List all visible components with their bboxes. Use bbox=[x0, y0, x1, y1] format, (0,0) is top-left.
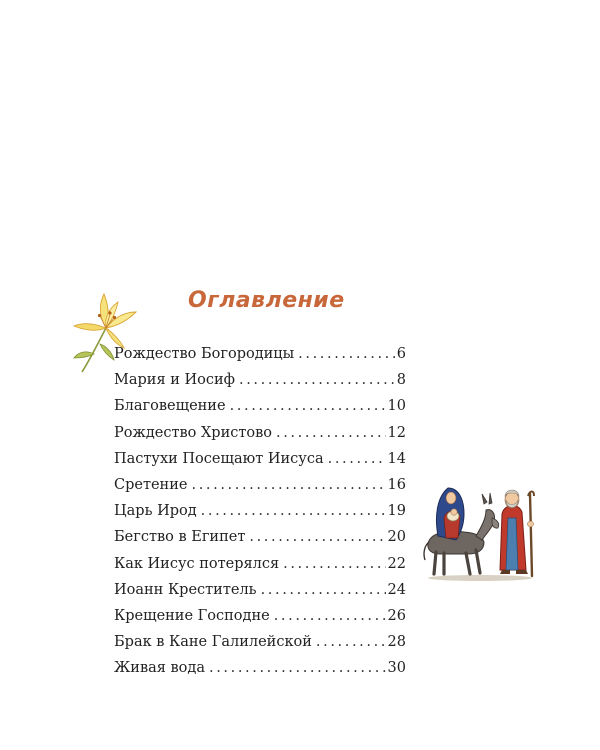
toc-entry-page: 8 bbox=[396, 372, 406, 389]
toc-entry-title: Бегство в Египет bbox=[114, 529, 246, 546]
leader-dots bbox=[274, 608, 386, 624]
leader-dots bbox=[201, 503, 386, 519]
toc-entry-title: Рождество Богородицы bbox=[114, 346, 295, 362]
toc-entry-title: Пастухи Посещают Иисуса bbox=[114, 450, 324, 467]
toc-entry-page: 26 bbox=[387, 607, 406, 624]
leader-dots bbox=[298, 346, 395, 362]
toc-entry-title: Рождество Христово bbox=[114, 424, 273, 441]
toc-entry bbox=[114, 529, 406, 555]
toc-entry bbox=[114, 503, 406, 529]
toc-entry bbox=[114, 660, 406, 686]
toc-entry-title: Крещение Господне bbox=[114, 607, 270, 624]
leader-dots bbox=[209, 660, 386, 676]
toc-entry bbox=[114, 398, 406, 424]
toc-entry-title: Как Иисус потерялся bbox=[114, 555, 280, 572]
toc-entry bbox=[114, 451, 406, 477]
toc-entry-page: 19 bbox=[387, 503, 406, 520]
leader-dots bbox=[276, 425, 386, 441]
toc-entry-page: 20 bbox=[387, 529, 406, 546]
leader-dots bbox=[328, 451, 386, 467]
toc-entry-page: 22 bbox=[387, 555, 406, 572]
toc-entry-title: Иоанн Креститель bbox=[114, 581, 257, 598]
toc-entry-title: Царь Ирод bbox=[114, 503, 197, 520]
toc-entry bbox=[114, 556, 406, 582]
flight-to-egypt-illustration bbox=[420, 474, 538, 582]
toc-entry-title: Живая вода bbox=[114, 660, 205, 677]
toc-entry-page: 14 bbox=[387, 450, 406, 467]
toc-entry-page: 10 bbox=[387, 398, 406, 415]
leader-dots bbox=[191, 477, 385, 493]
leader-dots bbox=[261, 582, 386, 598]
leader-dots bbox=[249, 529, 385, 545]
toc-list bbox=[114, 346, 406, 686]
toc-entry-title: Благовещение bbox=[114, 398, 226, 415]
leader-dots bbox=[316, 634, 386, 650]
toc-entry bbox=[114, 634, 406, 660]
toc-entry-page: 12 bbox=[387, 424, 406, 441]
toc-entry bbox=[114, 372, 406, 398]
toc-entry bbox=[114, 582, 406, 608]
toc-entry-page: 28 bbox=[387, 634, 406, 651]
toc-entry-title: Брак в Кане Галилейской bbox=[114, 634, 312, 651]
toc-entry bbox=[114, 346, 406, 372]
leader-dots bbox=[239, 372, 395, 388]
toc-entry-page: 6 bbox=[396, 346, 406, 362]
toc-entry-page: 24 bbox=[387, 581, 406, 598]
toc-entry-title: Мария и Иосиф bbox=[114, 372, 235, 389]
page-title: Оглавление bbox=[188, 288, 345, 313]
toc-entry-title: Сретение bbox=[114, 476, 188, 493]
toc-entry-page: 16 bbox=[387, 476, 406, 493]
leader-dots bbox=[283, 556, 385, 572]
toc-entry bbox=[114, 608, 406, 634]
leader-dots bbox=[230, 398, 386, 414]
toc-entry bbox=[114, 477, 406, 503]
toc-entry-page: 30 bbox=[387, 660, 406, 677]
toc-entry bbox=[114, 425, 406, 451]
